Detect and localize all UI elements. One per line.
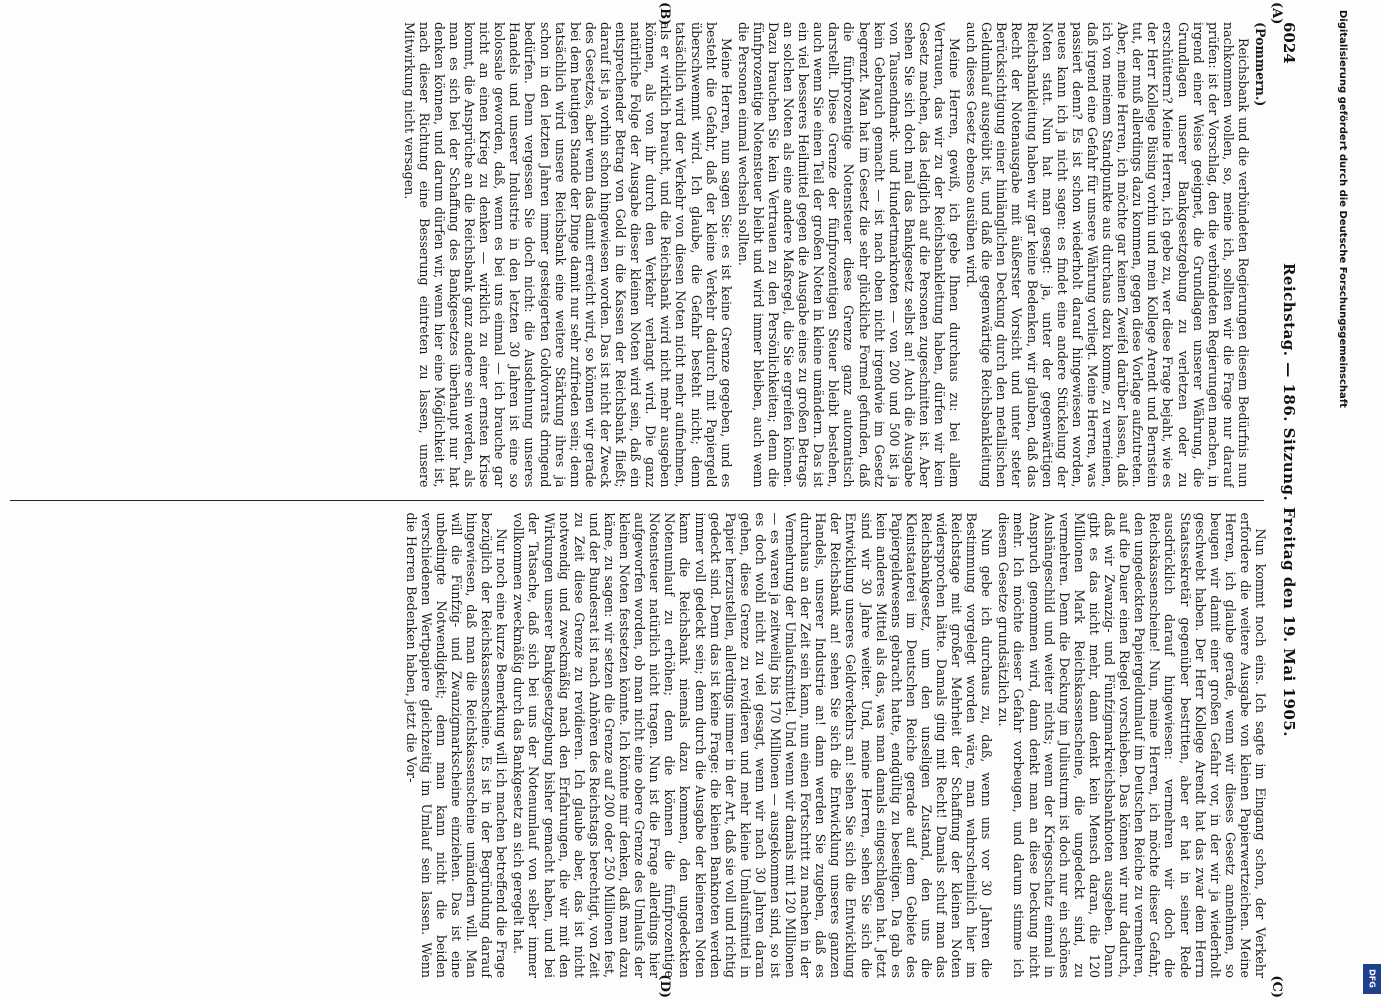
column-divider bbox=[10, 500, 1264, 501]
page-number: 6024 bbox=[1280, 22, 1298, 64]
credit-text: Digitalisierung gefördert durch die Deutsche Forschungsgemeinschaft bbox=[1337, 10, 1348, 408]
paragraph: Nun kommt noch eins. Ich sagte im Eingang schon, der Verkehr erfordere die weitere Ausgabe von kleinen Papierwertzeichen. Meine Herren, ich glaube gerade, wenn wir dieses Gesetz annehmen, so beugen wir damit einer großen Gefahr vor, in der wir ja wiederholt geschwebt haben. Der Herr Kollege Arendt hat das zwar dem Herrn Staatssekretär gegenüber bestritten, aber er hat in seiner Rede ausdrücklich darauf hingewiesen: vermehren wir doch die Reichskassenscheine! Nun, meine Herren, ich möchte dieser Gefahr, den ungedeckten Papiergeldumlauf im Deutschen Reiche zu vermehren, auf die Dauer einen Riegel vorschieben. Das können wir nur dadurch, daß wir Zwanzig- und Fünfzigmarkreichsbanknoten ausgeben. Dann gibt es das nicht mehr, dann denkt kein Mensch daran, die 120 Millionen Mark Reichskassenscheine, die ungedeckt sind, zu vermehren. Denn die Deckung im Juliusturm ist doch nur ein schönes Aushängeschild und weiter nichts; wenn der Kriegsschatz einmal in Anspruch genommen wird, dann denkt man an diese Deckung nicht mehr. Ich möchte dieser Gefahr vorbeugen, und darum stimme ich diesem Gesetze grundsätzlich zu. bbox=[996, 512, 1268, 978]
paragraph: (Pommern.) bbox=[1253, 22, 1268, 107]
column-right bbox=[10, 513, 1268, 979]
paragraph: Meine Herren, gewiß, ich gebe Ihnen durchaus zu: bei allem Vertrauen, das wir zu der Reichsbankleitung haben, dürfen wir kein Gesetz machen, das lediglich auf die Personen zugeschnitten ist. Aber sehen Sie sich doch mal das Bankgesetz selbst an! Auch die Ausgabe von Tausendmark- und Hundertmarknoten — von 200 und 500 ist ja kein Gebrauch gemacht — ist nach oben nicht irgendwie im Gesetz begrenzt. Man hat im Gesetz die sehr glückliche Formel gefunden, daß die fünfprozentige Notensteuer diese Grenze ganz automatisch darstellt. Diese Grenze der fünfprozentigen Steuer bleibt bestehen, auch wenn Sie einen Teil der großen Noten in kleine umändern. Das ist ein viel besseres Heilmittel gegen die Ausgabe eines zu großen Betrags an solchen Noten als eine andere Maßregel, die Sie ergreifen können. Dazu brauchen Sie kein Vertrauen zu den Persönlichkeiten; denn die fünfprozentige Notensteuer bleibt und wird immer bleiben, auch wenn die Personen einmal wechseln sollten. bbox=[735, 22, 963, 488]
text-columns bbox=[10, 22, 1268, 978]
margin-marker-c: (C) bbox=[1269, 975, 1284, 998]
margin-marker-a: (A) bbox=[1269, 2, 1284, 25]
logo-text: DFG bbox=[1367, 969, 1377, 988]
dfg-logo-icon bbox=[1363, 964, 1381, 994]
paragraph: Reichsbank und die verbündeten Regierungen diesem Bedürfnis nun nachkommen wollen, so, meine ich, sollten wir die Frage nur darauf prüfen: ist der Vorschlag, den die verbündeten Regierungen machen, in irgend einer Weise geeignet, die Grundlagen unserer Währung, die Grundlagen unserer Bankgesetzgebung zu verletzen oder zu erschüttern? Meine Herren, ich gebe zu, wer diese Frage bejaht, wie es der Herr Kollege Büsing vorhin und mein Kollege Arendt und Bernstein tut, der muß allerdings dazu kommen, gegen diese Vorlage aufzutreten. Aber, meine Herren, ich möchte gar keinen Zweifel darüber lassen, daß ich von meinem Standpunkte aus durchaus dazu komme, zu verneinen, daß irgend eine Gefahr für unsere Währung vorliegt. Meine Herren, was passiert denn? Es ist schon wiederholt darauf hingewiesen worden, neues kann ich ja nicht sagen: es findet eine andere Stückelung der Noten statt. Nun hat man gesagt: ja, unter der gegenwärtigen Reichsbankleitung haben wir gar keine Bedenken, wir glauben, daß das Recht der Notenausgabe mit äußerster Vorsicht und unter steter Berücksichtigung einer hinlänglichen Deckung durch den metallischen Geldumlauf ausgeübt ist, und daß die gegenwärtige Reichsbankleitung auch dieses Gesetz ebenso ausüben wird. bbox=[964, 22, 1251, 488]
running-title: Reichstag. — 186. Sitzung. Freitag den 19. Mai 1905. bbox=[1280, 262, 1298, 738]
digitization-credit bbox=[1322, 0, 1362, 1000]
column-left bbox=[10, 22, 1268, 488]
paragraph: Meine Herren, nun sagen Sie: es ist keine Grenze gegeben, und es besteht die Gefahr, daß der kleine Verkehr dadurch mit Papiergeld überschwemmt wird. Ich glaube, die Gefahr besteht nicht; denn tatsächlich wird der Verkehr von diesen Noten nicht mehr aufnehmen, als er wirklich braucht, und die Reichsbank wird nicht mehr ausgeben können, als von ihr durch den Verkehr verlangt wird. Die ganz natürliche Folge der Ausgabe dieser kleinen Noten wird sein, daß ein entsprechender Betrag von Gold in die Kassen der Reichsbank fließt; darauf ist ja vorhin schon hingewiesen worden. Das ist nicht der Zweck des Gesetzes, aber wenn das damit erreicht wird, so können wir gerade bei dem heutigen Stande der Dinge damit nur sehr zufrieden sein; denn tatsächlich wird unsere Reichsbank eine weitere Stärkung ihres ja schon in den letzten Jahren immer gesteigerten Goldvorrats dringend bedürfen. Denn vergessen Sie doch nicht: die Ausdehnung unseres Handels und unserer Industrie in den letzten 30 Jahren ist eine so kolossale geworden, daß, wenn es bei uns einmal — ich brauche gar nicht an einen Krieg zu denken — wirklich zu einer ernsten Krise kommt, die Ansprüche an die Reichsbank ganz andere sein werden, als man es sich bei der Schaffung des Bankgesetzes überhaupt nur hat denken können, und darum dürfen wir, wenn hier eine Möglichkeit ist, nach dieser Richtung eine Besserung eintreten zu lassen, unsere Mitwirkung nicht versagen. bbox=[401, 22, 734, 488]
margin-marker-b: (B) bbox=[657, 2, 672, 26]
margin-marker-d: (D) bbox=[657, 974, 672, 998]
page-header bbox=[1274, 22, 1300, 978]
paragraph: Nun gebe ich durchaus zu, daß, wenn uns vor 30 Jahren die Bestimmung vorgelegt worden wäre, man wahrscheinlich hier im Reichstage mit großer Mehrheit der Schaffung der kleinen Noten widersprochen hätte. Damals ging mit Recht! Damals schuf man das Reichsbankgesetz, um den unseligen Zustand, den uns die Kleinstaaterei im Deutschen Reiche gerade auf dem Gebiete des Papiergeldwesens gebracht hatte, endgültig zu beseitigen. Da gab es kein anderes Mittel als das, was man damals eingeschlagen hat. Jetzt sind wir 30 Jahre weiter. Und, meine Herren, sehen Sie sich die Entwicklung unseres Geldverkehrs an! sehen Sie sich die Entwicklung der Reichsbank an! sehen Sie sich die Entwicklung unseres ganzen Handels, unserer Industrie an! dann werden Sie zugeben, daß es durchaus an der Zeit sein kann, nun einen Fortschritt zu machen in der Vermehrung der Umlaufsmittel. Und wenn wir damals mit 120 Millionen — es waren ja zeitweilig bis 170 Millionen — ausgekommen sind, so ist es doch wohl nicht zu viel gesagt, wenn wir nach 30 Jahren daran gehen, diese Grenze zu revidieren und mehr kleine Umlaufsmittel in Papier herzustellen, allerdings immer in der Art, daß sie voll und richtig gedeckt sind. Denn das ist keine Frage: die kleinen Banknoten werden immer voll gedeckt sein; denn durch die Ausgabe der kleineren Noten kann die Reichsbank niemals dazu kommen, den ungedeckten Notenumlauf zu erhöhen; denn die können die fünfprozentige Notensteuer natürlich nicht tragen. Nun ist die Frage allerdings hier aufgeworfen worden, ob man nicht eine obere Grenze des Umlaufs der kleinen Noten festsetzen könnte. Ich könnte mir denken, daß man dazu käme, zu sagen: wir setzen die Grenze auf 200 oder 250 Millionen fest, und der Bundesrat ist nach Anhören des Reichstags berechtigt, von Zeit zu Zeit diese Grenze zu revidieren. Ich glaube aber, das ist nicht notwendig und zweckmäßig nach den Erfahrungen, die wir mit den Wirkungen unserer Bankgesetzgebung bisher gemacht haben, und bei der Tatsache, daß sich bei uns der Notenumlauf von selber immer vollkommen zweckmäßig durch das Bankgesetz an sich geregelt hat. bbox=[511, 512, 995, 978]
paragraph: Nur noch eine kurze Bemerkung will ich machen betreffend die Frage bezüglich der Reichskassenscheine. Es ist in der Begründung darauf hingewiesen, daß man die Reichskassenscheine umändern will. Man will die Fünfzig- und Zwanzigmarkscheine einziehen. Das ist eine unbedingte Notwendigkeit; denn man kann nicht die beiden verschiedenen Wertpapiere gleichzeitig im Umlauf sein lassen. Wenn die Herren Bedenken haben, jetzt die Vor- bbox=[403, 512, 510, 978]
